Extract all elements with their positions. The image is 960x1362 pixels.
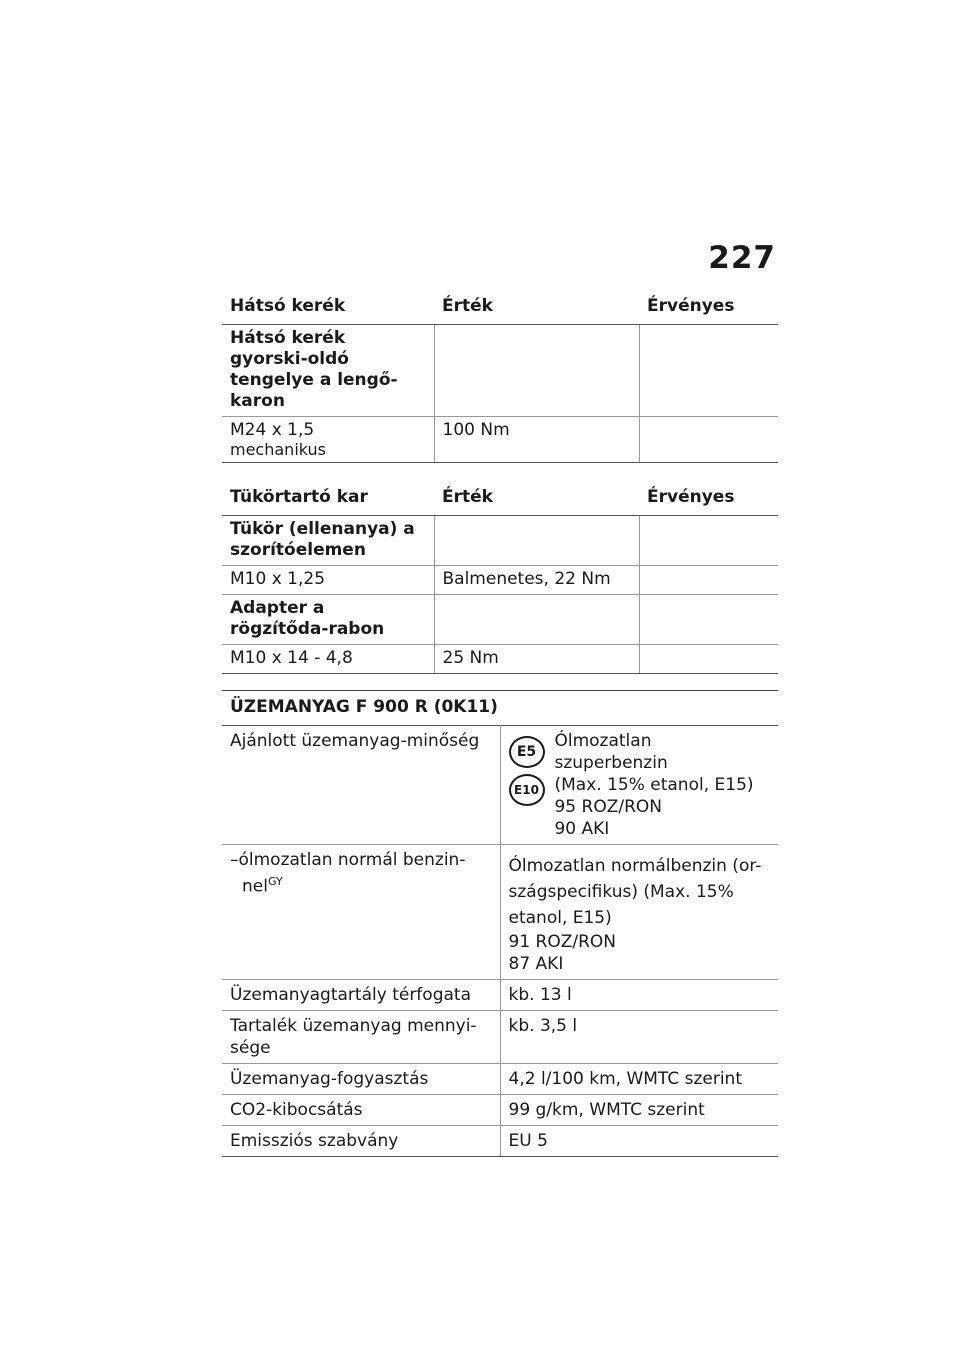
page-content bbox=[222, 290, 778, 1157]
row-valid bbox=[639, 417, 778, 463]
fuel-section-title: ÜZEMANYAG F 900 R (0K11) bbox=[222, 690, 778, 725]
fuel-spec-line: 87 AKI bbox=[508, 954, 564, 974]
e10-fuel-icon: E10 bbox=[509, 774, 545, 806]
e5-fuel-icon: E5 bbox=[509, 736, 545, 768]
table-row bbox=[222, 1095, 778, 1126]
rear-wheel-table bbox=[222, 290, 778, 463]
table-row bbox=[222, 325, 778, 417]
row-label: Üzemanyag-fogyasztás bbox=[222, 1064, 500, 1095]
table-row bbox=[222, 516, 778, 566]
table-header-row bbox=[222, 483, 778, 516]
table-row bbox=[222, 1011, 778, 1064]
row-valid bbox=[639, 645, 778, 674]
table-row bbox=[222, 566, 778, 595]
table-row bbox=[222, 845, 778, 980]
fuel-spec-line: 90 AKI bbox=[554, 819, 610, 839]
row-valid bbox=[639, 516, 778, 566]
row-label: Hátsó kerék gyorski-oldó tengelye a lengő-karon bbox=[222, 325, 434, 417]
table-row bbox=[222, 595, 778, 645]
fuel-badges bbox=[509, 730, 551, 840]
table-header-row bbox=[222, 290, 778, 325]
row-label: Tartalék üzemanyag mennyi-sége bbox=[222, 1011, 500, 1064]
row-value: 4,2 l/100 km, WMTC szerint bbox=[500, 1064, 778, 1095]
row-label: Tükör (ellenanya) a szorítóelemen bbox=[222, 516, 434, 566]
row-valid bbox=[639, 325, 778, 417]
header-value: Érték bbox=[434, 483, 639, 516]
fuel-spec-line: 95 ROZ/RON bbox=[554, 797, 662, 817]
table-row bbox=[222, 1126, 778, 1157]
row-value: kb. 13 l bbox=[500, 980, 778, 1011]
row-value: Balmenetes, 22 Nm bbox=[434, 566, 639, 595]
header-component: Hátsó kerék bbox=[222, 290, 434, 325]
row-value: 25 Nm bbox=[434, 645, 639, 674]
header-component: Tükörtartó kar bbox=[222, 483, 434, 516]
header-valid: Érvényes bbox=[639, 290, 778, 325]
header-value: Érték bbox=[434, 290, 639, 325]
row-value bbox=[500, 726, 778, 845]
row-label: CO2-kibocsátás bbox=[222, 1095, 500, 1126]
country-code: GY bbox=[267, 875, 283, 888]
row-label: Emissziós szabvány bbox=[222, 1126, 500, 1157]
table-row bbox=[222, 645, 778, 674]
fuel-table bbox=[222, 725, 778, 1157]
fuel-spec-line: Ólmozatlan szuperbenzin bbox=[554, 731, 668, 773]
row-valid bbox=[639, 566, 778, 595]
page-number: 227 bbox=[708, 240, 776, 276]
row-label: M10 x 14 - 4,8 bbox=[222, 645, 434, 674]
fuel-spec-line: (Max. 15% etanol, E15) bbox=[554, 775, 754, 795]
row-label: Üzemanyagtartály térfogata bbox=[222, 980, 500, 1011]
fuel-spec-line: etanol, E15) bbox=[508, 908, 612, 928]
row-value: kb. 3,5 l bbox=[500, 1011, 778, 1064]
row-value: EU 5 bbox=[500, 1126, 778, 1157]
row-label-text: –ólmozatlan normál benzin-nel bbox=[230, 850, 466, 897]
row-value: 99 g/km, WMTC szerint bbox=[500, 1095, 778, 1126]
row-value bbox=[500, 845, 778, 980]
fuel-spec-line: szágspecifikus) (Max. 15% bbox=[508, 882, 734, 902]
mirror-table bbox=[222, 483, 778, 674]
table-row bbox=[222, 1064, 778, 1095]
row-label: M10 x 1,25 bbox=[222, 566, 434, 595]
row-value bbox=[434, 516, 639, 566]
table-row bbox=[222, 726, 778, 845]
table-row bbox=[222, 417, 778, 463]
row-valid bbox=[639, 595, 778, 645]
row-value bbox=[434, 325, 639, 417]
row-value bbox=[434, 595, 639, 645]
row-label: Adapter a rögzítőda-rabon bbox=[222, 595, 434, 645]
row-label-line: M24 x 1,5 bbox=[230, 420, 315, 440]
row-label bbox=[222, 845, 500, 980]
row-label bbox=[222, 417, 434, 463]
row-label-line: mechanikus bbox=[230, 440, 327, 459]
fuel-spec-line: Ólmozatlan normálbenzin (or- bbox=[508, 856, 762, 876]
header-valid: Érvényes bbox=[639, 483, 778, 516]
table-row bbox=[222, 980, 778, 1011]
row-value: 100 Nm bbox=[434, 417, 639, 463]
row-label: Ajánlott üzemanyag-minőség bbox=[222, 726, 500, 845]
fuel-spec-line: 91 ROZ/RON bbox=[508, 932, 617, 952]
